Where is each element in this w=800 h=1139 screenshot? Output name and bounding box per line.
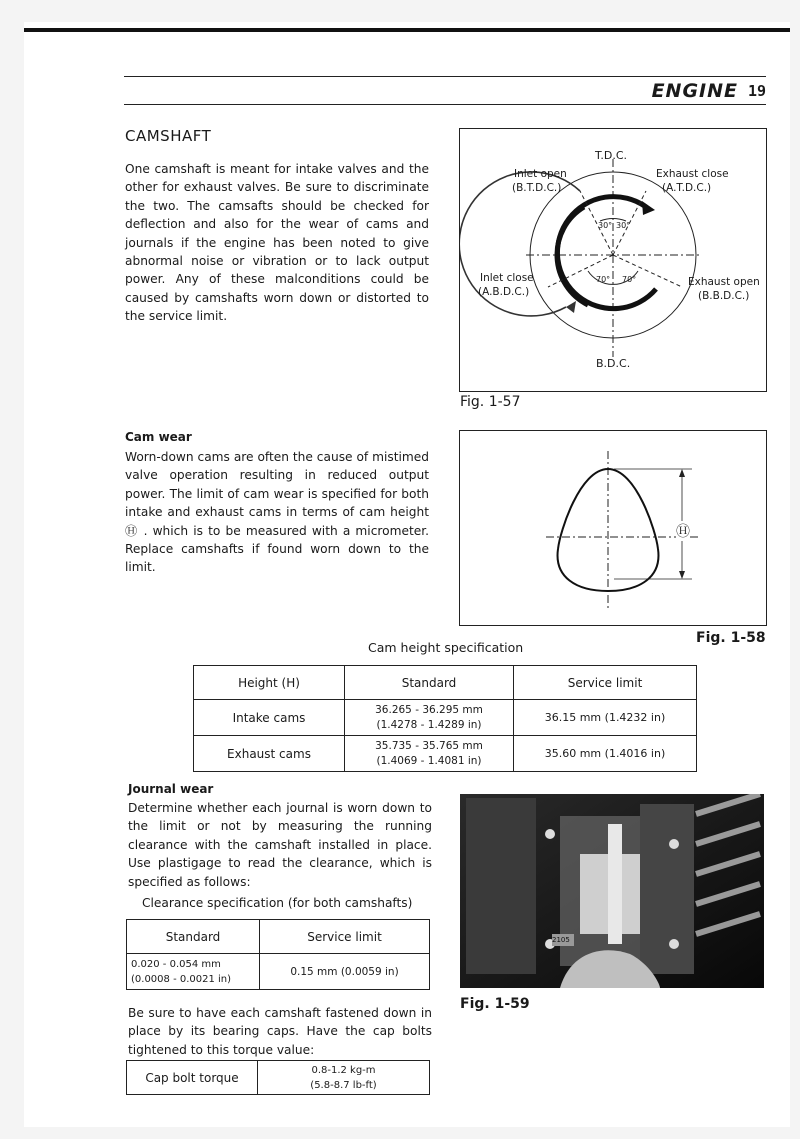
page-number: 19 bbox=[747, 82, 766, 100]
torque-paragraph: Be sure to have each camshaft fastened down in place by its bearing caps. Have the cap bolts tightened to this torque value: bbox=[128, 1006, 432, 1057]
inlet-open-label: Inlet open bbox=[514, 168, 567, 180]
angle-70-right: 70° bbox=[622, 275, 637, 284]
cam-wear-heading: Cam wear bbox=[125, 430, 192, 444]
inlet-close-label: Inlet close bbox=[480, 272, 534, 284]
table-row bbox=[194, 700, 697, 736]
camshaft-paragraph: One camshaft is meant for intake valves and the other for exhaust valves. Be sure to discriminate the two. The camsafts should be checked for deflection and also for the wear of cams and journals if the engine has been noted to give abnormal noise or vibration or to lack output power. Any of these malconditions could be caused by camshafts worn down or distorted to the service limit. bbox=[125, 162, 429, 324]
row-limit: 36.15 mm (1.4232 in) bbox=[514, 700, 697, 736]
angle-70-left: 70° bbox=[596, 275, 611, 284]
camshaft-heading: CAMSHAFT bbox=[125, 127, 212, 145]
torque-label: Cap bolt torque bbox=[127, 1061, 258, 1095]
table-header-row bbox=[127, 920, 430, 954]
bdc-label: B.D.C. bbox=[596, 357, 631, 370]
exhaust-close-label: Exhaust close bbox=[656, 168, 729, 180]
angle-30-right: 30° bbox=[616, 221, 631, 230]
standard-in: (1.4069 - 1.4081 in) bbox=[376, 754, 482, 767]
col-header-service-limit: Service limit bbox=[260, 920, 430, 954]
standard-in: (1.4278 - 1.4289 in) bbox=[376, 718, 482, 731]
fig-1-57-caption: Fig. 1-57 bbox=[460, 394, 521, 410]
inlet-close-sub: (A.B.D.C.) bbox=[478, 286, 530, 298]
camshaft-photo-svg bbox=[460, 794, 764, 988]
fig-1-59-caption: Fig. 1-59 bbox=[460, 996, 530, 1012]
top-border bbox=[24, 28, 790, 32]
exhaust-close-sub: (A.T.D.C.) bbox=[662, 182, 712, 194]
table-row bbox=[127, 1061, 430, 1095]
table-row bbox=[194, 736, 697, 772]
clearance-standard bbox=[127, 954, 260, 990]
col-header-standard: Standard bbox=[345, 666, 514, 700]
header-rule-bottom bbox=[124, 104, 766, 105]
camshaft-photo bbox=[460, 794, 764, 988]
angle-30-left: 30° bbox=[598, 221, 613, 230]
exhaust-open-sub: (B.B.D.C.) bbox=[698, 290, 750, 302]
torque-kgm: 0.8-1.2 kg-m bbox=[311, 1064, 376, 1076]
torque-lbft: (5.8-8.7 lb-ft) bbox=[310, 1079, 377, 1091]
table-header-row bbox=[194, 666, 697, 700]
tdc-label: T.D.C. bbox=[595, 149, 628, 162]
cam-height-table bbox=[193, 665, 697, 772]
fig-1-58-caption: Fig. 1-58 bbox=[696, 630, 766, 646]
col-header-service-limit: Service limit bbox=[514, 666, 697, 700]
manual-page bbox=[24, 22, 790, 1127]
standard-mm: 35.735 - 35.765 mm bbox=[375, 739, 483, 752]
row-name: Exhaust cams bbox=[194, 736, 345, 772]
torque-table bbox=[126, 1060, 430, 1095]
table-row bbox=[127, 954, 430, 990]
cam-profile-diagram bbox=[459, 430, 767, 626]
clearance-table bbox=[126, 919, 430, 990]
valve-timing-diagram bbox=[459, 128, 767, 392]
col-header-standard: Standard bbox=[127, 920, 260, 954]
cam-profile-svg bbox=[460, 431, 766, 625]
row-name: Intake cams bbox=[194, 700, 345, 736]
cam-wear-paragraph: Worn-down cams are often the cause of mistimed valve operation resulting in reduced output power. The limit of cam wear is specified for both intake and exhaust cams in terms of cam height Ⓗ . which is to be measured with a micrometer. Replace camshafts if found worn down to the limit. bbox=[125, 450, 429, 575]
journal-wear-heading: Journal wear bbox=[128, 782, 214, 796]
header-rule-top bbox=[124, 76, 766, 77]
torque-value bbox=[258, 1061, 430, 1095]
cam-height-table-title: Cam height specification bbox=[368, 640, 524, 655]
photo-tag: 2105 bbox=[552, 936, 570, 944]
section-title: ENGINE bbox=[651, 80, 738, 102]
standard-mm: 36.265 - 36.295 mm bbox=[375, 703, 483, 716]
exhaust-open-label: Exhaust open bbox=[688, 276, 760, 288]
col-header-height: Height (H) bbox=[194, 666, 345, 700]
row-standard bbox=[345, 700, 514, 736]
standard-in: (0.0008 - 0.0021 in) bbox=[131, 973, 232, 985]
row-standard bbox=[345, 736, 514, 772]
clearance-table-title: Clearance specification (for both camshafts) bbox=[142, 896, 413, 910]
inlet-open-sub: (B.T.D.C.) bbox=[512, 182, 562, 194]
clearance-limit: 0.15 mm (0.0059 in) bbox=[260, 954, 430, 990]
standard-mm: 0.020 - 0.054 mm bbox=[131, 958, 221, 970]
journal-wear-paragraph: Determine whether each journal is worn down to the limit or not by measuring the running clearance with the camshaft installed in place. Use plastigage to read the clearance, which is specified as follows: bbox=[128, 801, 432, 889]
row-limit: 35.60 mm (1.4016 in) bbox=[514, 736, 697, 772]
cam-height-marker: Ⓗ bbox=[676, 521, 690, 541]
